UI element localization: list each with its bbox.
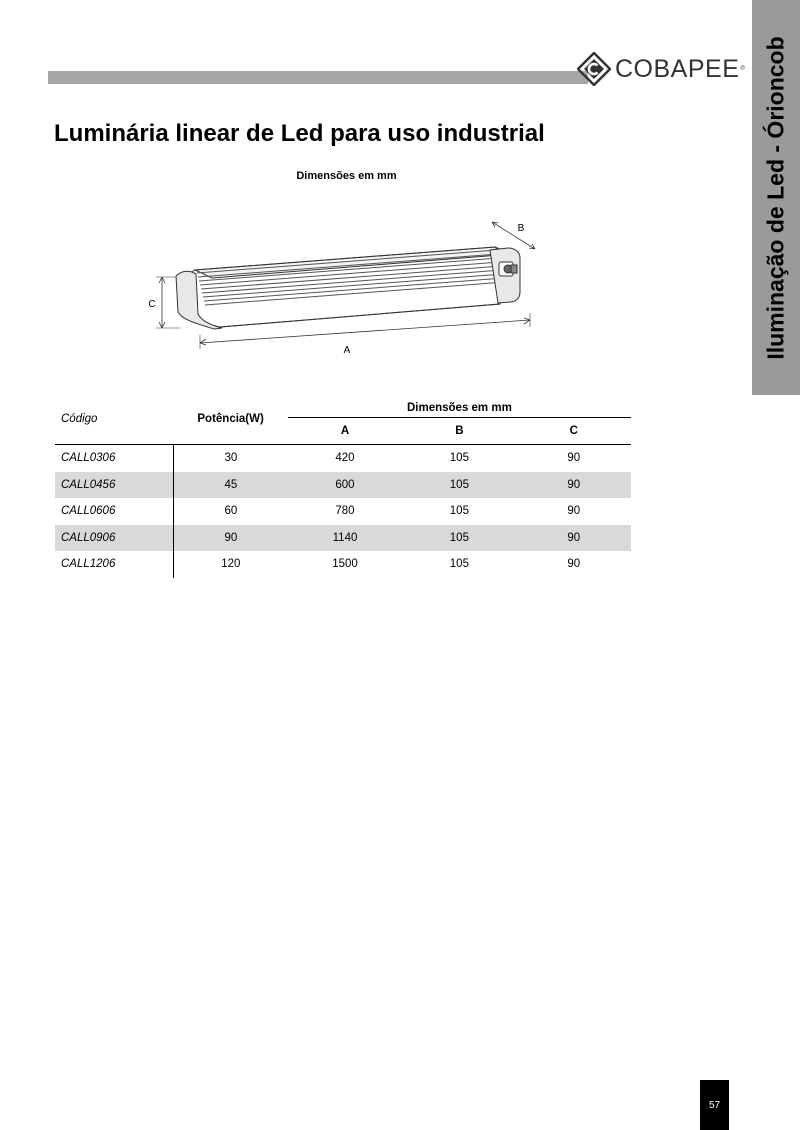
cell-codigo: CALL0906 — [55, 525, 173, 552]
cell-c: 90 — [567, 558, 581, 571]
cell-c: 90 — [567, 505, 581, 518]
cell-c: 90 — [517, 472, 631, 499]
table-row — [55, 472, 631, 499]
cobapee-logo-icon — [577, 52, 611, 86]
page-number: 57 — [700, 1080, 729, 1130]
cell-codigo: CALL0306 — [55, 445, 173, 472]
header-potencia: Potência(W) — [173, 394, 287, 445]
cell-potencia: 30 — [224, 452, 238, 465]
cell-c: 90 — [567, 452, 581, 465]
header-dim-c: C — [517, 418, 631, 445]
cell-a: 1500 — [332, 558, 358, 571]
side-tab-label: Iluminação de Led - Órioncob — [762, 35, 789, 360]
table-row — [55, 551, 631, 578]
header-dim-b: B — [402, 418, 516, 445]
cell-codigo: CALL0456 — [55, 472, 173, 499]
header-bar — [48, 71, 588, 84]
cell-a: 600 — [288, 472, 402, 499]
brand-logo — [577, 52, 745, 86]
cell-codigo: CALL0606 — [55, 498, 173, 525]
cell-potencia: 120 — [221, 558, 241, 571]
cell-b: 105 — [449, 452, 469, 465]
cell-potencia: 45 — [173, 472, 287, 499]
header-dim-a: A — [288, 418, 402, 445]
cell-b: 105 — [449, 505, 469, 518]
cell-potencia: 90 — [173, 525, 287, 552]
cell-b: 105 — [449, 558, 469, 571]
dimension-b-label: B — [517, 223, 525, 234]
dimension-c-label: C — [148, 299, 156, 310]
specifications-table — [55, 394, 631, 578]
brand-name: COBAPEE — [615, 54, 740, 83]
cell-a: 420 — [335, 452, 355, 465]
cell-c: 90 — [517, 525, 631, 552]
dimension-a-label: A — [343, 345, 351, 356]
cell-a: 1140 — [288, 525, 402, 552]
cell-codigo: CALL1206 — [55, 551, 173, 578]
table-row — [55, 525, 631, 552]
cell-b: 105 — [402, 525, 516, 552]
trademark-mark: ® — [740, 66, 745, 72]
page-title: Luminária linear de Led para uso industrial — [54, 120, 545, 147]
cell-a: 780 — [335, 505, 355, 518]
header-codigo: Código — [55, 394, 173, 445]
luminaire-drawing — [140, 212, 550, 362]
cell-b: 105 — [402, 472, 516, 499]
cell-potencia: 60 — [224, 505, 238, 518]
table-row — [55, 445, 631, 472]
header-dimensoes: Dimensões em mm — [288, 394, 631, 418]
drawing-caption: Dimensões em mm — [296, 170, 397, 182]
table-row — [55, 498, 631, 525]
side-tab-label-wrap — [752, 0, 800, 395]
